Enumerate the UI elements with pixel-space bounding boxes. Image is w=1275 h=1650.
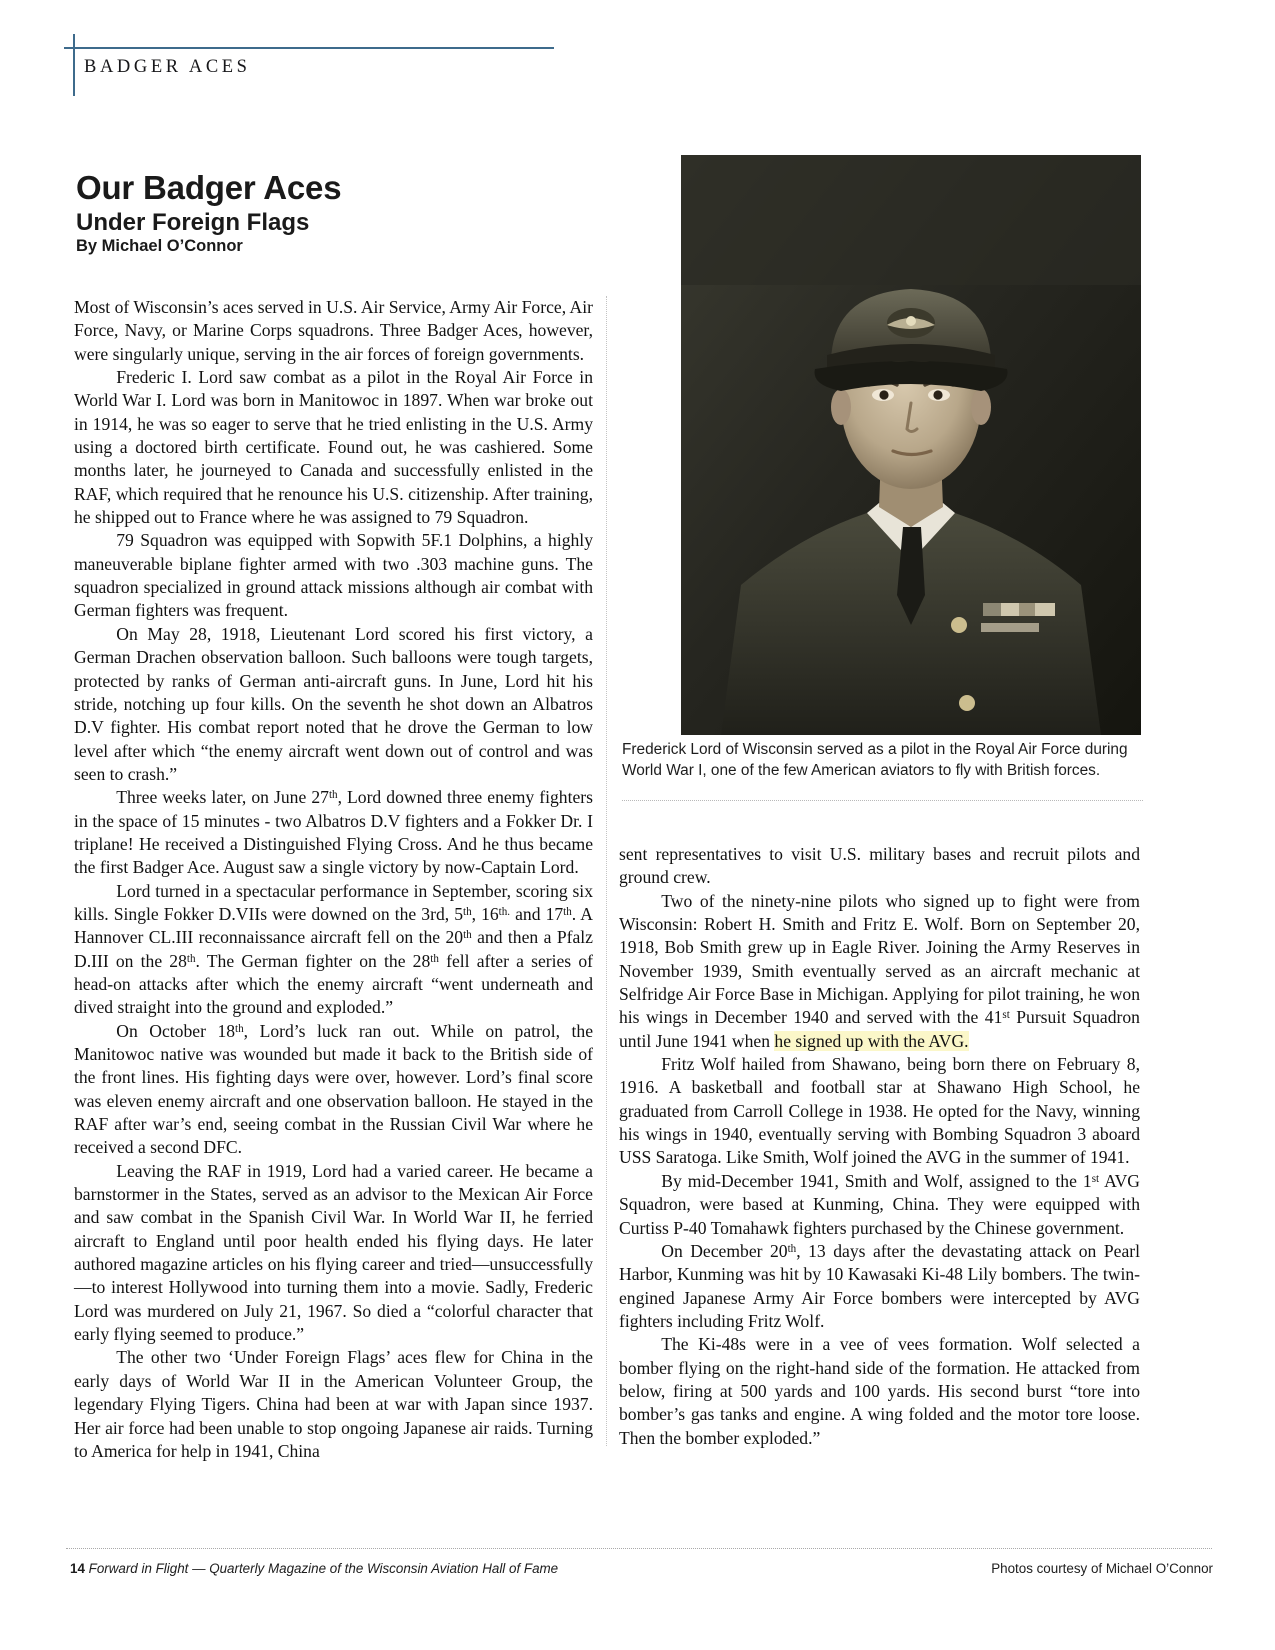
caption-divider [622,800,1143,801]
body-paragraph: 79 Squadron was equipped with Sopwith 5F.1 Dolphins, a highly maneuverable biplane fighter armed with two .303 machine guns. The squadron specialized in ground attack missions although air combat with German fighters was frequent. [74,530,593,621]
body-paragraph: Leaving the RAF in 1919, Lord had a varied career. He became a barnstormer in the States, served as an advisor to the Mexican Air Force and saw combat in the Spanish Civil War. In World War II, he ferried aircraft to England until poor health ended his flying days. He later authored magazine articles on his flying career and tried—unsuccessfully—to interest Hollywood into turning them into a movie. Sadly, Frederic Lord was murdered on July 21, 1967. So died a “colorful character that early flying seemed to produce.” [74,1160,593,1345]
body-column-left [74,296,593,1463]
footer-divider [66,1548,1212,1549]
photo-figure [681,155,1141,735]
photo-credit: Photos courtesy of Michael O’Connor [991,1561,1213,1576]
body-paragraph: The Ki-48s were in a vee of vees formation. Wolf selected a bomber flying on the right-hand side of the formation. He attacked from below, firing at 500 yards and 100 yards. His second burst “tore into bomber’s gas tanks and engine. A wing folded and the motor tore loose. Then the bomber exploded.” [619,1334,1140,1448]
body-paragraph: Frederic I. Lord saw combat as a pilot in the Royal Air Force in World War I. Lord was born in Manitowoc in 1897. When war broke out in 1914, he was so eager to serve that he tried enlisting in the U.S. Army using a doctored birth certificate. Found out, he was cashiered. Some months later, he journeyed to Canada and successfully enlisted in the RAF, which required that he renounce his U.S. citizenship. After training, he shipped out to France where he was assigned to 79 Squadron. [74,367,593,528]
body-column-right [619,843,1140,1450]
body-paragraph: On May 28, 1918, Lieutenant Lord scored his first victory, a German Drachen observation balloon. Such balloons were tough targets, protected by ranks of German anti-aircraft guns. In June, Lord hit his stride, notching up four kills. On the seventh he shot down an Albatros D.V fighter. His combat report noted that he drove the German to low level after which “the enemy aircraft went down out of control and was seen to crash.” [74,623,593,784]
photo-caption: Frederick Lord of Wisconsin served as a pilot in the Royal Air Force during World War I, one of the few American aviators to fly with British forces. [622,741,1128,779]
byline: By Michael O’Connor [76,237,243,255]
running-head [64,34,554,96]
body-paragraph: By mid-December 1941, Smith and Wolf, assigned to the 1st AVG Squadron, were based at Kunming, China. They were equipped with Curtiss P-40 Tomahawk fighters purchased by the Chinese government. [619,1170,1140,1238]
body-paragraph: Lord turned in a spectacular performance in September, scoring six kills. Single Fokker D.VIIs were downed on the 3rd, 5th, $16^{th.}$ and 17th. A Hannover CL.III reconnaissance aircraft fell on the 20th and then a Pfalz D.III on the 28th. The German fighter on the 28th fell after a series of head-on attacks after which the enemy aircraft “went underneath and dived straight into the ground and exploded.” [74,880,593,1018]
page-subtitle: Under Foreign Flags [76,208,310,236]
running-head-left-rule [73,34,75,96]
body-paragraph: Fritz Wolf hailed from Shawano, being born there on February 8, 1916. A basketball and football star at Shawano High School, he graduated from Carroll College in 1938. He opted for the Navy, winning his wings in 1940, eventually serving with Bombing Squadron 3 aboard USS Saratoga. Like Smith, Wolf joined the AVG in the summer of 1941. [619,1054,1140,1168]
body-paragraph: On October 18th, Lord’s luck ran out. While on patrol, the Manitowoc native was wounded but made it back to the British side of the front lines. His fighting days were over, however. Lord’s final score was eleven enemy aircraft and one observation balloon. He stayed in the RAF after war’s end, seeing combat in the Russian Civil War where he received a second DFC. [74,1020,593,1158]
footer-left [70,1561,558,1576]
body-paragraph: On December 20th, 13 days after the devastating attack on Pearl Harbor, Kunming was hit by 10 Kawasaki Ki-48 Lily bombers. The twin-engined Japanese Army Air Force bombers were intercepted by AVG fighters including Fritz Wolf. [619,1240,1140,1331]
page-number: 14 [70,1561,85,1576]
running-head-top-rule [64,47,554,49]
body-paragraph: The other two ‘Under Foreign Flags’ aces flew for China in the early days of World War II in the American Volunteer Group, the legendary Flying Tigers. China had been at war with Japan since 1937. Her air force had been unable to stop ongoing Japanese air raids. Turning to America for help in 1941, China [74,1347,593,1461]
body-paragraph: Most of Wisconsin’s aces served in U.S. Air Service, Army Air Force, Air Force, Navy, or Marine Corps squadrons. Three Badger Aces, however, were singularly unique, serving in the air forces of foreign governments. [74,297,593,364]
body-paragraph: Two of the ninety-nine pilots who signed up to fight were from Wisconsin: Robert H. Smith and Fritz E. Wolf. Born on September 20, 1918, Bob Smith grew up in Eagle River. Joining the Army Reserves in November 1939, Smith eventually served as an aircraft mechanic at Selfridge Air Force Base in Michigan. Applying for pilot training, he won his wings in December 1940 and served with the 41st Pursuit Squadron until June 1941 when he signed up with the AVG. [619,890,1140,1051]
running-head-label: BADGER ACES [84,57,251,77]
portrait-photo [681,155,1141,735]
page-title: Our Badger Aces [76,169,342,207]
column-divider [606,296,607,1446]
publication-name: Forward in Flight — Quarterly Magazine of the Wisconsin Aviation Hall of Fame [88,1561,559,1576]
body-paragraph: Three weeks later, on June 27th, Lord downed three enemy fighters in the space of 15 minutes - two Albatros D.V fighters and a Fokker Dr. I triplane! He received a Distinguished Flying Cross. And he thus became the first Badger Ace. August saw a single victory by now-Captain Lord. [74,787,593,878]
body-paragraph: sent representatives to visit U.S. military bases and recruit pilots and ground crew. [619,844,1140,888]
